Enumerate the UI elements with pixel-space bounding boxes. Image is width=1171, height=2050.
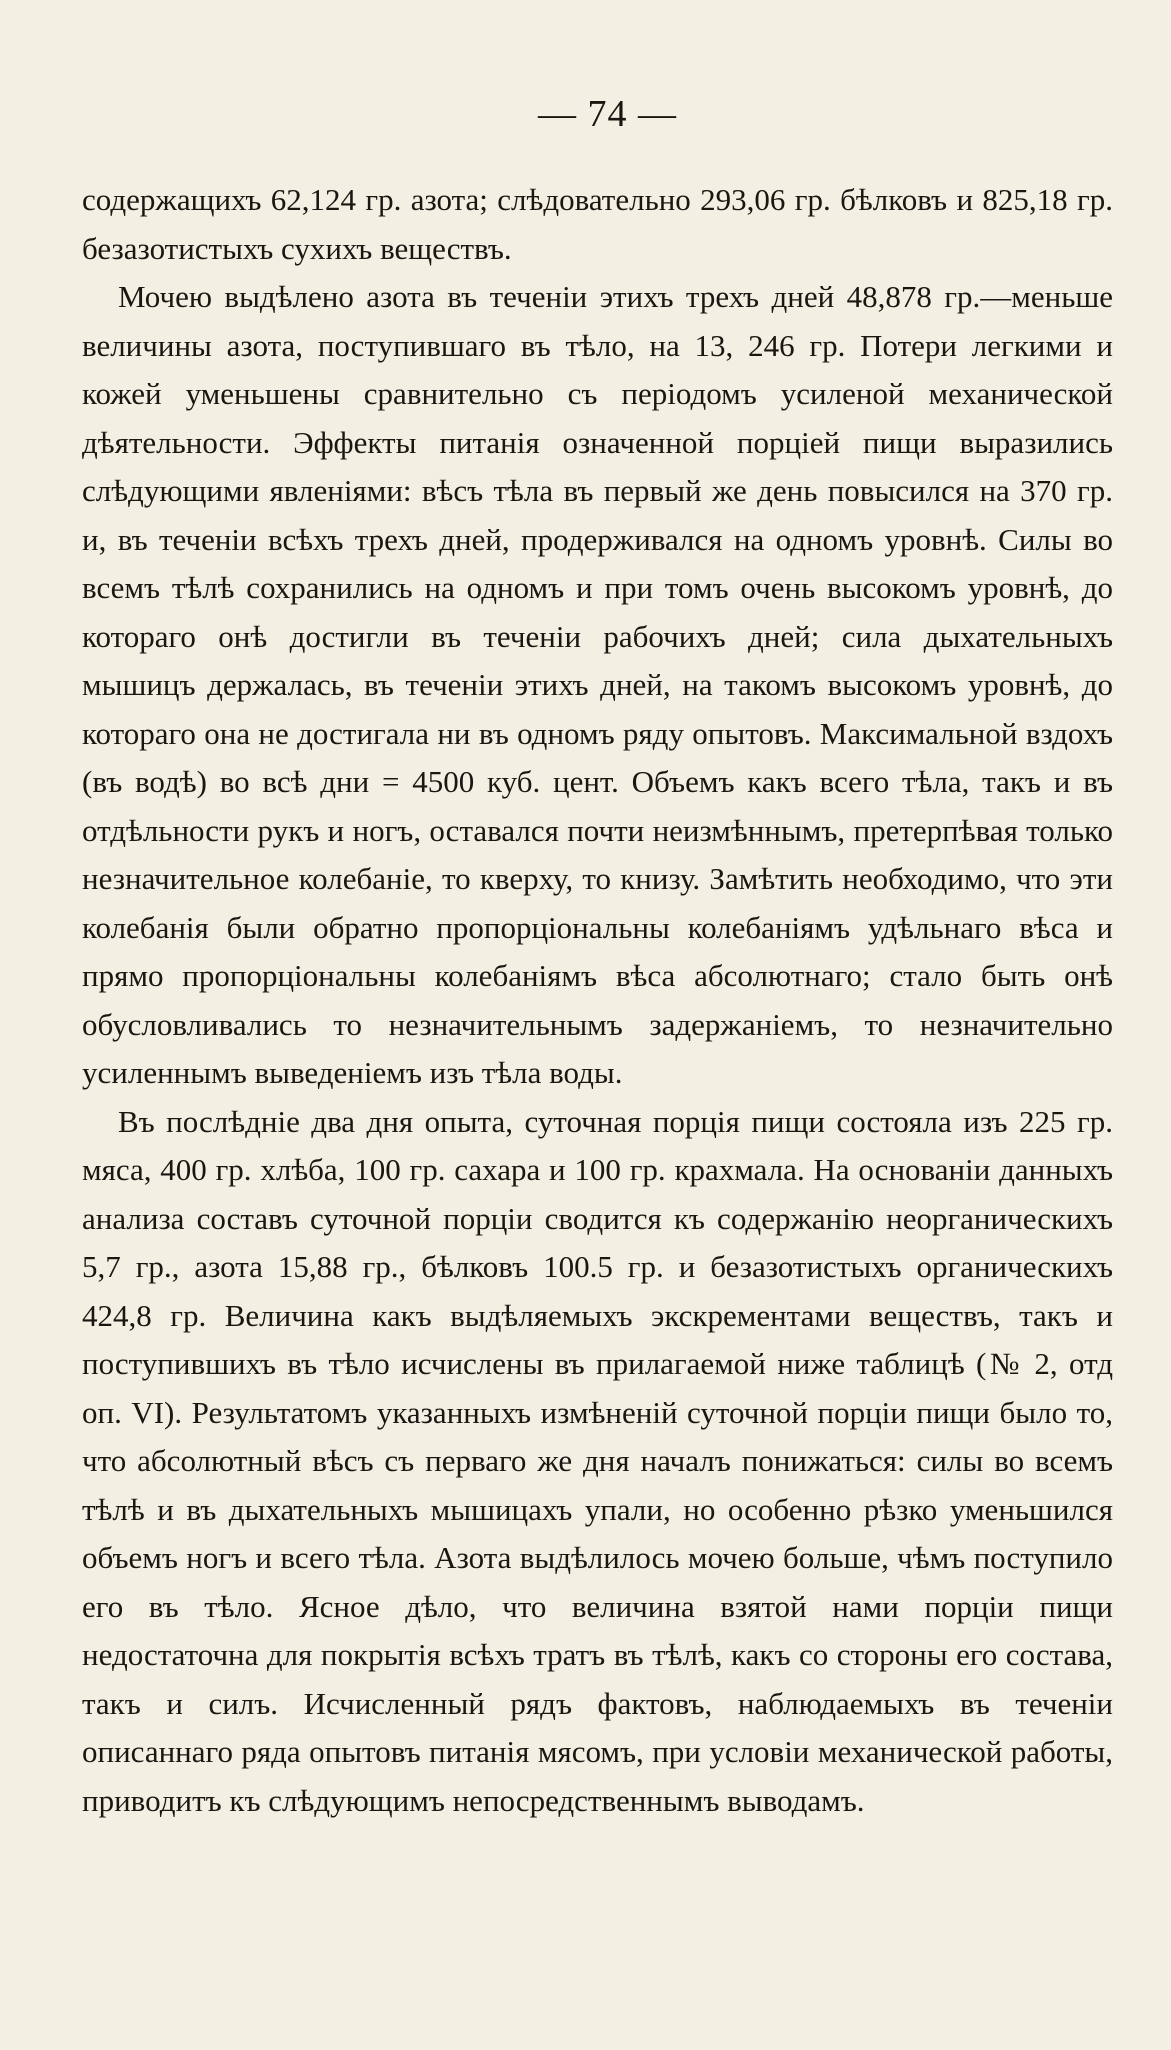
page-number: — 74 — — [538, 93, 677, 135]
body-text — [82, 176, 1113, 1825]
paragraph-continuation: содержащихъ 62,124 гр. азота; слѣдовательно 293,06 гр. бѣлковъ и 825,18 гр. безазотистыхъ сухихъ веществъ. — [82, 182, 1113, 266]
paragraph-last-two-days: Въ послѣдніе два дня опыта, суточная порція пищи состояла изъ 225 гр. мяса, 400 гр. хлѣба, 100 гр. сахара и 100 гр. крахмала. На основаніи данныхъ анализа составъ суточной порціи сводится къ содержанію неорганическихъ 5,7 гр., азота 15,88 гр., бѣлковъ 100.5 гр. и безазотистыхъ органическихъ 424,8 гр. Величина какъ выдѣляемыхъ экскрементами веществъ, такъ и поступившихъ въ тѣло исчислены въ прилагаемой ниже таблицѣ (№ 2, отд оп. VI). Результатомъ указанныхъ измѣненій суточной порціи пищи было то, что абсолютный вѣсъ съ перваго же дня началъ понижаться: силы во всемъ тѣлѣ и въ дыхательныхъ мышицахъ упали, но особенно рѣзко уменьшился объемъ ногъ и всего тѣла. Азота выдѣлилось мочею больше, чѣмъ поступило его въ тѣло. Ясное дѣло, что величина взятой нами порціи пищи недостаточна для покрытія всѣхъ тратъ въ тѣлѣ, какъ со стороны его состава, такъ и силъ. Исчисленный рядъ фактовъ, наблюдаемыхъ въ теченіи описаннаго ряда опытовъ питанія мясомъ, при условіи механической работы, приводитъ къ слѣдующимъ непосредственнымъ выводамъ. — [82, 1103, 1113, 1818]
paragraph-urine-nitrogen: Мочею выдѣлено азота въ теченіи этихъ трехъ дней 48,878 гр.—меньше величины азота, поступившаго въ тѣло, на 13, 246 гр. Потери легкими и кожей уменьшены сравнительно съ періодомъ усиленой механической дѣятельности. Эффекты питанія означенной порціей пищи выразились слѣдующими явленіями: вѣсъ тѣла въ первый же день повысился на 370 гр. и, въ теченіи всѣхъ трехъ дней, продерживался на одномъ уровнѣ. Силы во всемъ тѣлѣ сохранились на одномъ и при томъ очень высокомъ уровнѣ, до котораго онѣ достигли въ теченіи рабочихъ дней; сила дыхательныхъ мышицъ держалась, въ теченіи этихъ дней, на такомъ высокомъ уровнѣ, до котораго она не достигала ни въ одномъ ряду опытовъ. Максимальной вздохъ (въ водѣ) во всѣ дни = 4500 куб. цент. Объемъ какъ всего тѣла, такъ и въ отдѣльности рукъ и ногъ, оставался почти неизмѣннымъ, претерпѣвая только незначительное колебаніе, то кверху, то книзу. Замѣтить необходимо, что эти колебанія были обратно пропорціональны колебаніямъ удѣльнаго вѣса и прямо пропорціональны колебаніямъ вѣса абсолютнаго; стало быть онѣ обусловливались то незначительнымъ задержаніемъ, то незначительно усиленнымъ выведеніемъ изъ тѣла воды. — [82, 279, 1113, 1090]
